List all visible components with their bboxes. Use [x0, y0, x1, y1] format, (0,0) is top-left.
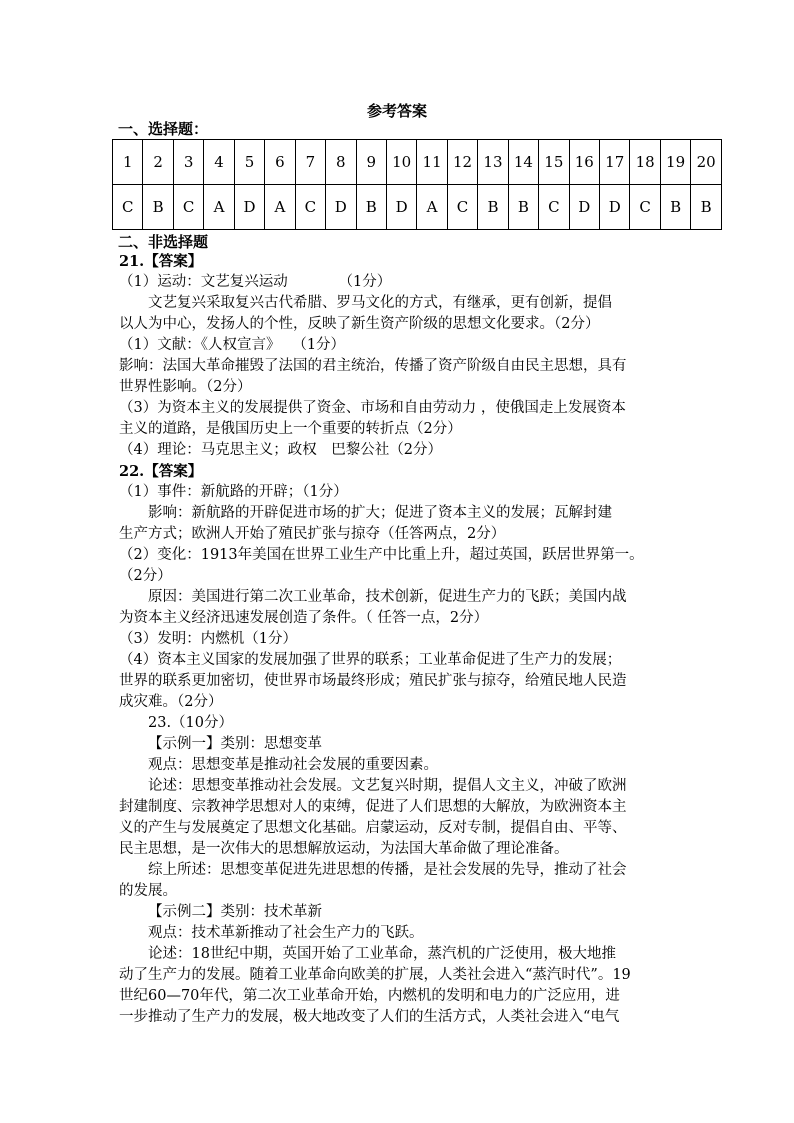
answer-cell: B	[691, 185, 722, 230]
answer-cell: D	[326, 185, 356, 230]
text-line: 民主思想，是一次伟大的思想解放运动，为法国大革命做了理论准备。	[119, 841, 569, 857]
answer-cell: D	[386, 185, 416, 230]
text-line: 世界的联系更加密切，使世界市场最终形成；殖民扩张与掠夺，给殖民地人民造	[119, 673, 627, 689]
question-number-cell: 7	[295, 140, 325, 185]
text-line: （3）发明：内燃机（1分）	[119, 631, 297, 647]
answer-cell: C	[113, 185, 143, 230]
answer-table	[112, 139, 722, 230]
question-number-cell: 1	[113, 140, 143, 185]
text-line: 的发展。	[119, 883, 177, 899]
question-number-cell: 20	[691, 140, 722, 185]
question-number-cell: 6	[265, 140, 295, 185]
text-line: 综上所述：思想变革促进先进思想的传播，是社会发展的先导，推动了社会	[148, 862, 627, 878]
answer-cell: B	[660, 185, 690, 230]
answer-cell: A	[204, 185, 234, 230]
question-number-cell: 11	[417, 140, 447, 185]
question-number-cell: 15	[539, 140, 569, 185]
text-line: 世纪60—70年代，第二次工业革命开始，内燃机的发明和电力的广泛应用，进	[119, 988, 620, 1004]
answer-row	[113, 185, 722, 230]
text-line: （4）资本主义国家的发展加强了世界的联系；工业革命促进了生产力的发展；	[119, 652, 622, 668]
question-number-cell: 13	[478, 140, 508, 185]
text-line: （1）运动：文艺复兴运动 （1分）	[119, 274, 392, 290]
answer-cell: B	[143, 185, 173, 230]
text-line: 【示例一】类别：思想变革	[148, 736, 322, 752]
text-line: （4）理论：马克思主义；政权 巴黎公社（2分）	[119, 442, 442, 458]
text-line: 生产方式；欧洲人开始了殖民扩张与掠夺（任答两点，2分）	[119, 526, 506, 542]
section-essay-heading: 二、非选择题	[118, 233, 209, 251]
text-line: 观点：思想变革是推动社会发展的重要因素。	[148, 757, 438, 773]
text-line: 影响：新航路的开辟促进市场的扩大；促进了资本主义的发展；瓦解封建	[148, 505, 612, 521]
text-line: （2分）	[119, 568, 172, 584]
question-number-cell: 16	[569, 140, 599, 185]
page-title: 参考答案	[366, 102, 427, 120]
text-line: 动了生产力的发展。随着工业革命向欧美的扩展，人类社会进入“蒸汽时代”。19	[119, 967, 631, 983]
text-line: （2）变化：1913年美国在世界工业生产中比重上升，超过英国，跃居世界第一。	[119, 547, 644, 563]
answer-cell: B	[478, 185, 508, 230]
question-number-cell: 9	[356, 140, 386, 185]
question-number-cell: 5	[234, 140, 264, 185]
text-line: 23.（10分）	[148, 715, 234, 731]
question-number-cell: 14	[508, 140, 538, 185]
text-line: 文艺复兴采取复兴古代希腊、罗马文化的方式，有继承，更有创新，提倡	[148, 295, 612, 311]
question-number-cell: 2	[143, 140, 173, 185]
text-line: 以人为中心，发扬人的个性，反映了新生资产阶级的思想文化要求。（2分）	[119, 316, 600, 332]
question-number-cell: 3	[173, 140, 203, 185]
answer-cell: A	[417, 185, 447, 230]
text-line: 论述：思想变革推动社会发展。文艺复兴时期，提倡人文主义，冲破了欧洲	[148, 778, 627, 794]
question-number-cell: 4	[204, 140, 234, 185]
question-number-row	[113, 140, 722, 185]
text-line: 22.【答案】	[119, 463, 203, 480]
answer-cell: C	[295, 185, 325, 230]
question-number-cell: 8	[326, 140, 356, 185]
text-line: 封建制度、宗教神学思想对人的束缚，促进了人们思想的大解放，为欧洲资本主	[119, 799, 627, 815]
question-number-cell: 17	[600, 140, 630, 185]
text-line: 主义的道路，是俄国历史上一个重要的转折点（2分）	[119, 421, 462, 437]
text-line: （1）文献：《人权宣言》 （1分）	[119, 337, 346, 353]
text-line: 一步推动了生产力的发展，极大地改变了人们的生活方式，人类社会进入“电气	[119, 1009, 620, 1025]
answer-cell: C	[630, 185, 660, 230]
text-line: 成灾难。（2分）	[119, 694, 223, 710]
question-number-cell: 19	[660, 140, 690, 185]
text-line: 影响：法国大革命摧毁了法国的君主统治，传播了资产阶级自由民主思想，具有	[119, 358, 627, 374]
text-line: 【示例二】类别：技术革新	[148, 904, 322, 920]
answer-cell: C	[447, 185, 477, 230]
text-line: 论述：18世纪中期，英国开始了工业革命，蒸汽机的广泛使用，极大地推	[148, 946, 616, 962]
text-line: （1）事件：新航路的开辟；（1分）	[119, 484, 348, 500]
answer-cell: A	[265, 185, 295, 230]
answer-cell: B	[356, 185, 386, 230]
answer-cell: D	[234, 185, 264, 230]
question-number-cell: 10	[386, 140, 416, 185]
section-choice-heading: 一、选择题：	[118, 120, 209, 138]
text-line: 义的产生与发展奠定了思想文化基础。启蒙运动，反对专制，提倡自由、平等、	[119, 820, 627, 836]
answer-cell: D	[600, 185, 630, 230]
text-line: 观点：技术革新推动了社会生产力的飞跃。	[148, 925, 424, 941]
text-line: 世界性影响。（2分）	[119, 379, 252, 395]
answer-body	[119, 251, 687, 1028]
text-line: （3）为资本主义的发展提供了资金、市场和自由劳动力 ，使俄国走上发展资本	[119, 400, 626, 416]
answer-cell: C	[173, 185, 203, 230]
answer-cell: B	[508, 185, 538, 230]
question-number-cell: 18	[630, 140, 660, 185]
text-line: 为资本主义经济迅速发展创造了条件。（ 任答一点，2分）	[119, 610, 489, 626]
question-number-cell: 12	[447, 140, 477, 185]
answer-cell: D	[569, 185, 599, 230]
text-line: 原因：美国进行第二次工业革命，技术创新，促进生产力的飞跃；美国内战	[148, 589, 627, 605]
answer-cell: C	[539, 185, 569, 230]
text-line: 21.【答案】	[119, 253, 203, 270]
